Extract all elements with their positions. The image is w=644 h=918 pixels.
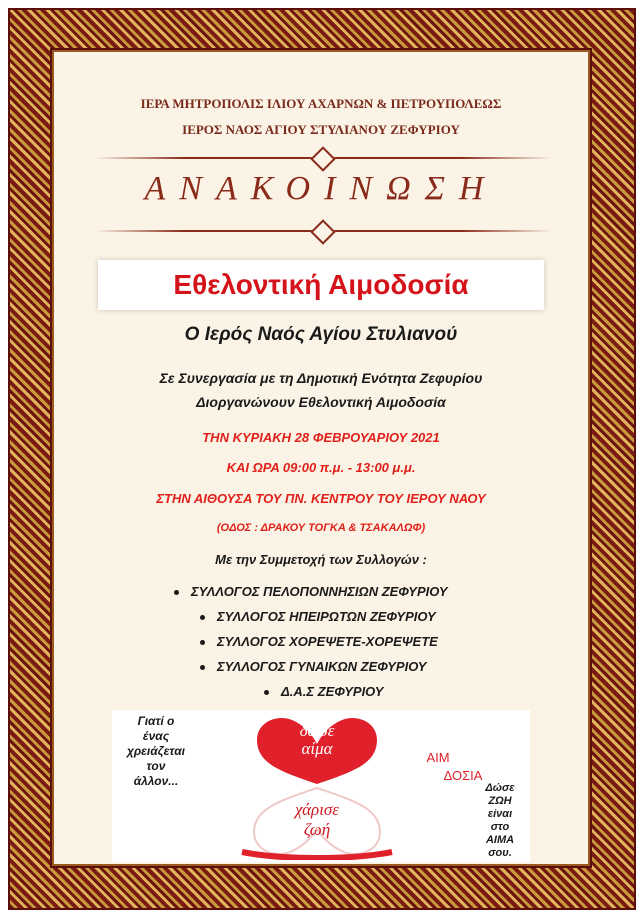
banner-right-text: Δώσε ΖΩΗ είναι στο ΑΙΜΑ σου. (485, 782, 515, 859)
event-title: Εθελοντική Αιμοδοσία (173, 269, 469, 300)
title-box (98, 260, 544, 310)
event-address: (ΟΔΟΣ : ΔΡΑΚΟΥ ΤΟΓΚΑ & ΤΣΑΚΑΛΩΦ) (216, 522, 426, 534)
cooperation-line-2: Διοργανώνουν Εθελοντική Αιμοδοσία (196, 394, 446, 410)
club-item: ΣΥΛΛΟΓΟΣ ΗΠΕΙΡΩΤΩΝ ΖΕΦΥΡΙΟΥ (200, 609, 436, 624)
blood-donation-banner (112, 710, 530, 862)
top-divider-ornament (310, 146, 335, 171)
club-item: ΣΥΛΛΟΓΟΣ ΧΟΡΕΨΕΤΕ-ΧΟΡΕΨΕΤΕ (200, 634, 438, 649)
bottom-divider-ornament (310, 219, 335, 244)
bullet-icon (200, 640, 205, 645)
bullet-icon (264, 690, 269, 695)
event-date: ΤΗΝ ΚΥΡΙΑΚΗ 28 ΦΕΒΡΟΥΑΡΙΟΥ 2021 (202, 430, 440, 445)
metropolis-heading: ΙΕΡΑ ΜΗΤΡΟΠΟΛΙΣ ΙΛΙΟΥ ΑΧΑΡΝΩΝ & ΠΕΤΡΟΥΠΟΛΕΩΣ (140, 96, 502, 111)
club-item: ΣΥΛΛΟΓΟΣ ΠΕΛΟΠΟΝΝΗΣΙΩΝ ΖΕΦΥΡΙΟΥ (174, 584, 448, 599)
event-time: ΚΑΙ ΩΡΑ 09:00 π.μ. - 13:00 μ.μ. (226, 460, 416, 475)
heart-top-text: δώσε αίμα (299, 721, 335, 758)
club-item: ΣΥΛΛΟΓΟΣ ΓΥΝΑΙΚΩΝ ΖΕΦΥΡΙΟΥ (200, 659, 426, 674)
bullet-icon (174, 590, 179, 595)
event-location: ΣΤΗΝ ΑΙΘΟΥΣΑ ΤΟΥ ΠΝ. ΚΕΝΤΡΟΥ ΤΟΥ ΙΕΡΟΥ ΝΑΟΥ (156, 491, 486, 506)
heart-bottom-text: χάρισε ζωή (294, 800, 339, 839)
banner-left-text: Γιατί ο ένας χρειάζεται τον άλλον... (126, 714, 186, 788)
bullet-icon (200, 615, 205, 620)
aimodosia-logo-top: ΑΙΜ (426, 750, 450, 765)
announcement-heading: ΑΝΑΚΟΙΝΩΣΗ (144, 170, 498, 207)
church-heading: ΙΕΡΟΣ ΝΑΟΣ ΑΓΙΟΥ ΣΤΥΛΙΑΝΟΥ ΖΕΦΥΡΙΟΥ (182, 122, 460, 137)
participation-line: Με την Συμμετοχή των Συλλογών : (215, 552, 427, 567)
club-item: Δ.Α.Σ ΖΕΦΥΡΙΟΥ (264, 684, 383, 699)
poster-body (52, 50, 590, 866)
organizer-line: Ο Ιερός Ναός Αγίου Στυλιανού (184, 324, 458, 345)
aimodosia-logo-bottom: ΔΟΣΙΑ (443, 768, 483, 783)
cooperation-line-1: Σε Συνεργασία με τη Δημοτική Ενότητα Ζεφυρίου (159, 370, 483, 386)
bullet-icon (200, 665, 205, 670)
